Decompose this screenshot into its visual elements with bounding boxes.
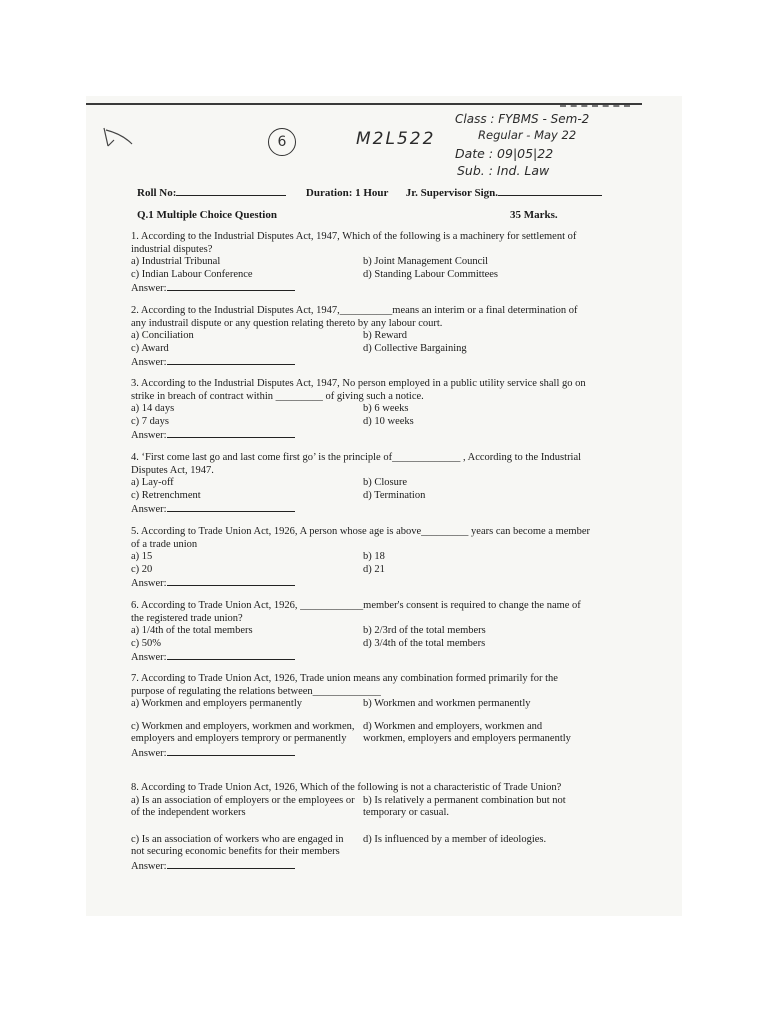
answer-blank[interactable] [167, 650, 295, 660]
question-stem: 6. According to Trade Union Act, 1926, ____________member's consent is required to change the name of the registered trade union? [131, 600, 581, 624]
option-b[interactable]: b) Reward [363, 330, 408, 341]
option-b[interactable]: b) Workmen and workmen permanently [363, 698, 531, 709]
top-rule-line [86, 103, 642, 105]
option-d[interactable]: d) Termination [363, 489, 426, 501]
answer-label: Answer: [131, 578, 167, 589]
option-c[interactable]: c) 7 days [131, 415, 169, 427]
pen-scribble-mark [100, 124, 136, 152]
option-c[interactable]: c) Indian Labour Conference [131, 268, 253, 280]
option-d[interactable]: d) 3/4th of the total members [363, 637, 486, 649]
options-grid [131, 625, 591, 650]
answer-label: Answer: [131, 860, 167, 872]
answer-line [131, 428, 591, 443]
option-a[interactable]: a) Conciliation [131, 330, 194, 341]
answer-blank[interactable] [167, 576, 295, 586]
option-d[interactable]: d) Collective Bargaining [363, 342, 467, 354]
roll-no-label: Roll No: [137, 187, 177, 199]
option-d[interactable]: d) Standing Labour Committees [363, 268, 499, 280]
options-grid [131, 698, 591, 746]
circled-page-number [268, 128, 296, 156]
handwritten-subject: Sub. : Ind. Law [457, 163, 550, 178]
answer-blank[interactable] [167, 502, 295, 512]
option-a[interactable]: a) Is an association of employers or the employees or of the independent workers [131, 794, 355, 818]
option-d[interactable]: d) 10 weeks [363, 415, 414, 427]
options-grid [131, 256, 591, 281]
answer-label: Answer: [131, 747, 167, 759]
question-3 [131, 378, 591, 443]
section-title: Q.1 Multiple Choice Question [137, 209, 277, 221]
question-1 [131, 231, 591, 296]
header-row [137, 186, 587, 200]
question-5 [131, 526, 591, 591]
option-c[interactable]: c) Award [131, 342, 169, 354]
answer-blank[interactable] [167, 281, 295, 291]
question-2 [131, 305, 591, 370]
option-a[interactable]: a) 14 days [131, 403, 175, 414]
option-b[interactable]: b) Closure [363, 477, 408, 488]
option-d[interactable]: d) Workmen and employers, workmen and workmen, employers and employers permanently [363, 720, 571, 744]
question-stem: 7. According to Trade Union Act, 1926, Trade union means any combination formed primarily for the purpose of regulating the relations between_____________ [131, 673, 558, 697]
option-b[interactable]: b) 18 [363, 551, 385, 562]
option-a[interactable]: a) Workmen and employers permanently [131, 698, 302, 709]
supervisor-sign-blank[interactable] [498, 186, 602, 196]
answer-label: Answer: [131, 430, 167, 441]
question-stem: 8. According to Trade Union Act, 1926, Which of the following is not a characteristic of Trade Union? [131, 782, 562, 793]
handwritten-regular: Regular - May 22 [478, 128, 577, 142]
option-a[interactable]: a) Lay-off [131, 477, 174, 488]
answer-blank[interactable] [167, 859, 295, 869]
section-row [137, 209, 587, 222]
answer-blank[interactable] [167, 746, 295, 756]
option-d[interactable]: d) 21 [363, 563, 385, 575]
answer-blank[interactable] [167, 355, 295, 365]
answer-label: Answer: [131, 357, 167, 368]
option-c[interactable]: c) Workmen and employers, workmen and workmen, employers and employers temprory or permanently [131, 720, 355, 744]
handwritten-date: Date : 09|05|22 [455, 146, 554, 161]
answer-blank[interactable] [167, 428, 295, 438]
option-b[interactable]: b) 6 weeks [363, 403, 409, 414]
answer-label: Answer: [131, 652, 167, 663]
answer-line [131, 281, 591, 296]
question-stem: 5. According to Trade Union Act, 1926, A person whose age is above_________ years can become a member of a trade union [131, 526, 590, 550]
options-grid [131, 551, 591, 576]
option-d[interactable]: d) Is influenced by a member of ideologies. [363, 833, 547, 845]
options-grid [131, 403, 591, 428]
answer-line [131, 859, 591, 874]
supervisor-label: Jr. Supervisor Sign. [405, 187, 499, 199]
handwritten-class: Class : FYBMS - Sem-2 [455, 112, 590, 126]
circled-number-text: 6 [277, 134, 287, 150]
option-b[interactable]: b) Is relatively a permanent combination but not temporary or casual. [363, 794, 566, 818]
question-stem: 3. According to the Industrial Disputes Act, 1947, No person employed in a public utility service shall go on strike in breach of contract within _________ of giving such a notice. [131, 378, 586, 402]
option-b[interactable]: b) 2/3rd of the total members [363, 625, 486, 636]
question-stem: 2. According to the Industrial Disputes Act, 1947,__________means an interim or a final determination of any industrail dispute or any question relating thereto by any labour court. [131, 305, 578, 329]
option-a[interactable]: a) 15 [131, 551, 153, 562]
question-6 [131, 600, 591, 665]
answer-line [131, 355, 591, 370]
section-marks: 35 Marks. [510, 209, 558, 221]
answer-label: Answer: [131, 504, 167, 515]
question-stem: 4. ‘First come last go and last come first go’ is the principle of_____________ , According to the Industrial Disputes Act, 1947. [131, 452, 582, 476]
answer-line [131, 746, 591, 761]
answer-line [131, 576, 591, 591]
option-c[interactable]: c) 50% [131, 637, 162, 649]
answer-label: Answer: [131, 283, 167, 294]
question-7 [131, 673, 591, 760]
option-b[interactable]: b) Joint Management Council [363, 256, 489, 267]
option-c[interactable]: c) Retrenchment [131, 489, 201, 501]
duration-text: Duration: 1 Hour [305, 187, 389, 199]
question-stem: 1. According to the Industrial Disputes Act, 1947, Which of the following is a machinery for settlement of industrial disputes? [131, 231, 577, 255]
options-grid [131, 795, 591, 859]
options-grid [131, 477, 591, 502]
option-a[interactable]: a) Industrial Tribunal [131, 256, 221, 267]
options-grid [131, 330, 591, 355]
option-a[interactable]: a) 1/4th of the total members [131, 625, 253, 636]
handwritten-code: M2L522 [356, 129, 436, 149]
roll-no-blank[interactable] [176, 186, 286, 196]
top-rule-dash [560, 105, 630, 107]
answer-line [131, 502, 591, 517]
answer-line [131, 650, 591, 665]
question-4 [131, 452, 591, 517]
option-c[interactable]: c) 20 [131, 563, 153, 575]
question-8 [131, 782, 591, 873]
option-c[interactable]: c) Is an association of workers who are engaged in not securing economic benefits for their members [131, 833, 344, 857]
